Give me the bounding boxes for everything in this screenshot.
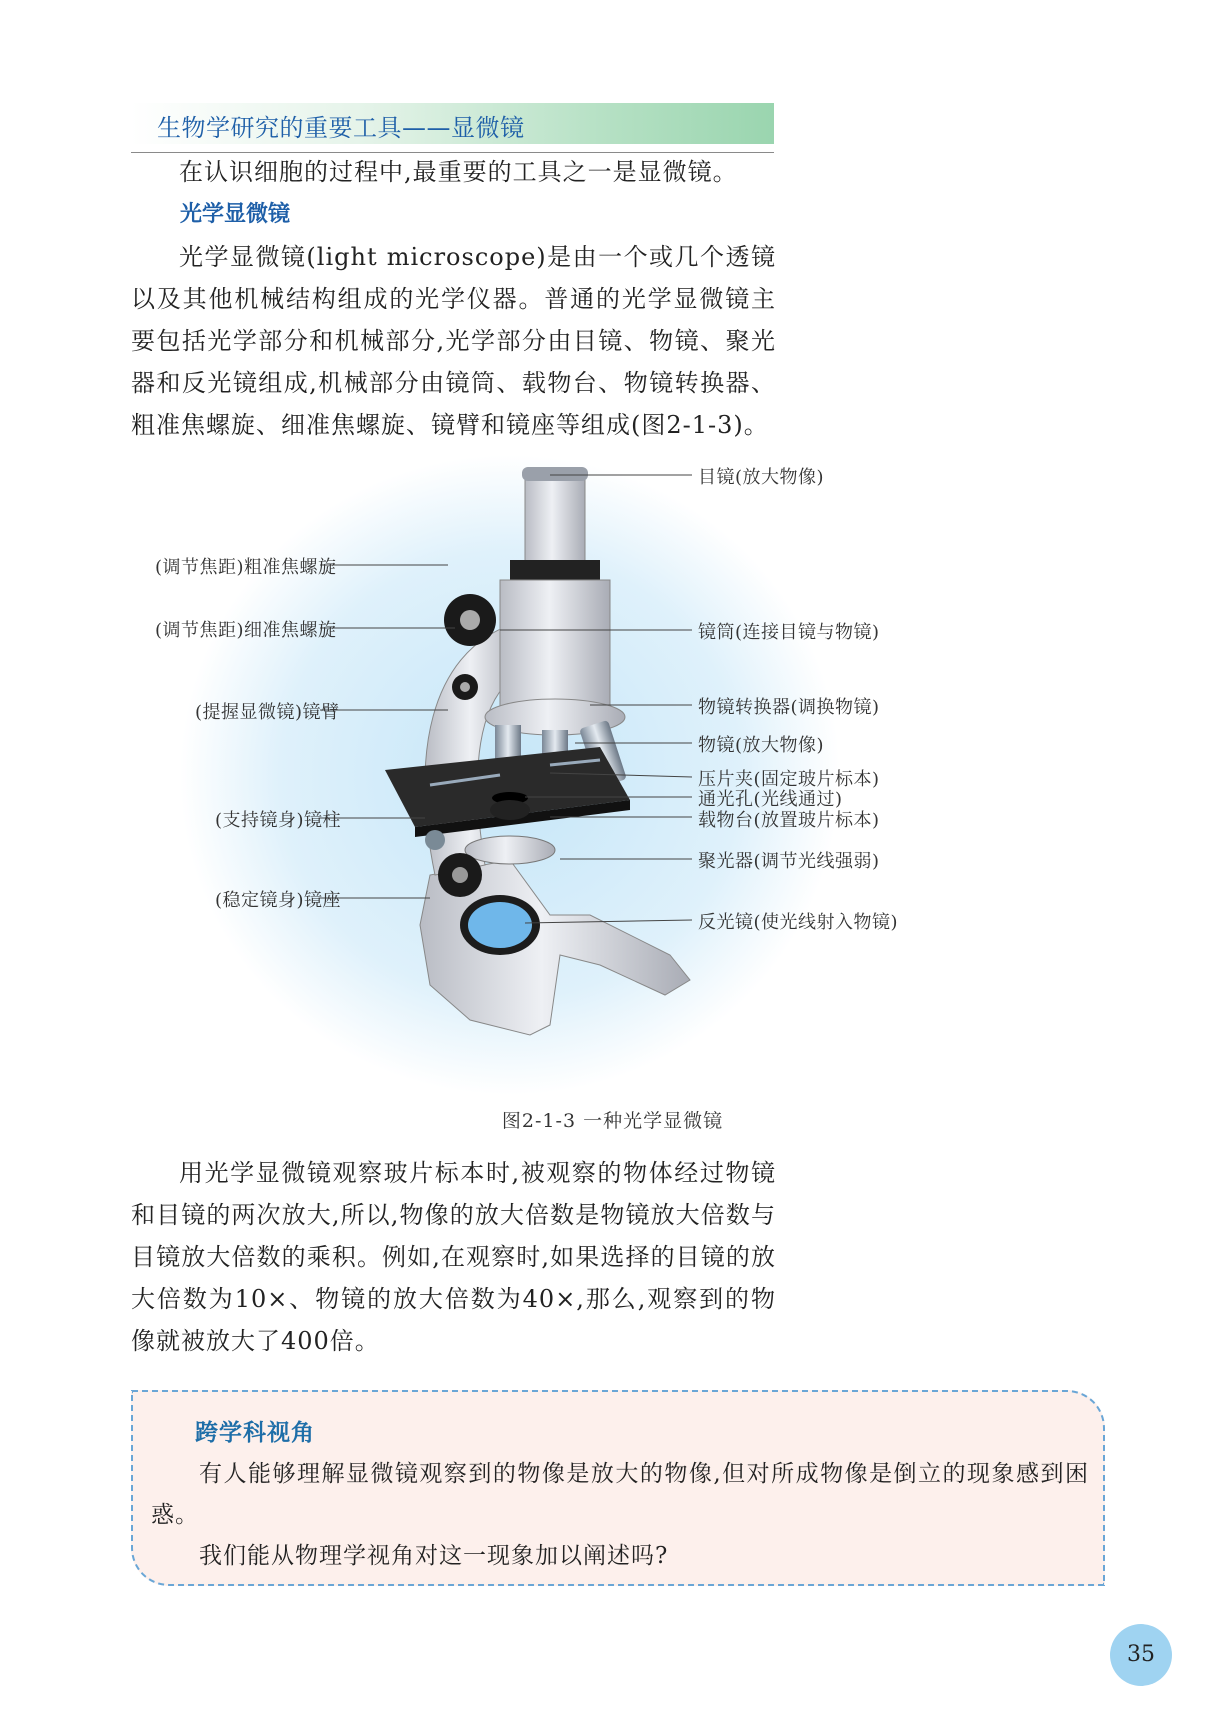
box-text-1: 有人能够理解显微镜观察到的物像是放大的物像,但对所成物像是倒立的现象感到困惑。	[151, 1461, 1089, 1528]
section-title: 生物学研究的重要工具——显微镜	[157, 114, 525, 142]
label-nosepiece: 物镜转换器(调换物镜)	[698, 697, 880, 718]
label-condenser: 聚光器(调节光线强弱)	[698, 851, 880, 872]
intro-paragraph: 在认识细胞的过程中,最重要的工具之一是显微镜。	[179, 158, 738, 186]
paragraph-1: 光学显微镜(light microscope)是由一个或几个透镜以及其他机械结构组成的光学仪器。普通的光学显微镜主要包括光学部分和机械部分,光学部分由目镜、物镜、聚光器和反光镜组成,机械部分由镜筒、载物台、物镜转换器、粗准焦螺旋、细准焦螺旋、镜臂和镜座等组成(图2-1-3)。	[131, 243, 776, 439]
figure-caption: 图2-1-3 一种光学显微镜	[501, 1110, 724, 1132]
label-pillar: (支持镜身)镜柱	[215, 810, 342, 831]
box-text-2: 我们能从物理学视角对这一现象加以阐述吗?	[199, 1543, 669, 1569]
label-fine-focus: (调节焦距)细准焦螺旋	[155, 620, 337, 641]
label-stage: 载物台(放置玻片标本)	[698, 810, 880, 831]
label-tube: 镜筒(连接目镜与物镜)	[698, 622, 880, 643]
section-header	[131, 103, 774, 144]
box-title: 跨学科视角	[195, 1419, 315, 1446]
label-clips: 压片夹(固定玻片标本)	[698, 769, 880, 790]
page-number: 35	[1110, 1624, 1172, 1686]
label-mirror: 反光镜(使光线射入物镜)	[698, 912, 899, 933]
interdisciplinary-box	[131, 1390, 1105, 1586]
label-aperture: 通光孔(光线通过)	[698, 789, 843, 810]
label-coarse-focus: (调节焦距)粗准焦螺旋	[155, 557, 337, 578]
microscope-figure	[130, 455, 1010, 1095]
label-objective: 物镜(放大物像)	[698, 735, 825, 756]
paragraph-2: 用光学显微镜观察玻片标本时,被观察的物体经过物镜和目镜的两次放大,所以,物像的放大倍数是物镜放大倍数与目镜放大倍数的乘积。例如,在观察时,如果选择的目镜的放大倍数为10×、物镜的放大倍数为40×,那么,观察到的物像就被放大了400倍。	[131, 1159, 776, 1355]
label-eyepiece: 目镜(放大物像)	[698, 467, 825, 488]
subheading: 光学显微镜	[180, 202, 291, 227]
label-arm: (提握显微镜)镜臂	[195, 702, 340, 723]
label-base: (稳定镜身)镜座	[215, 890, 342, 911]
